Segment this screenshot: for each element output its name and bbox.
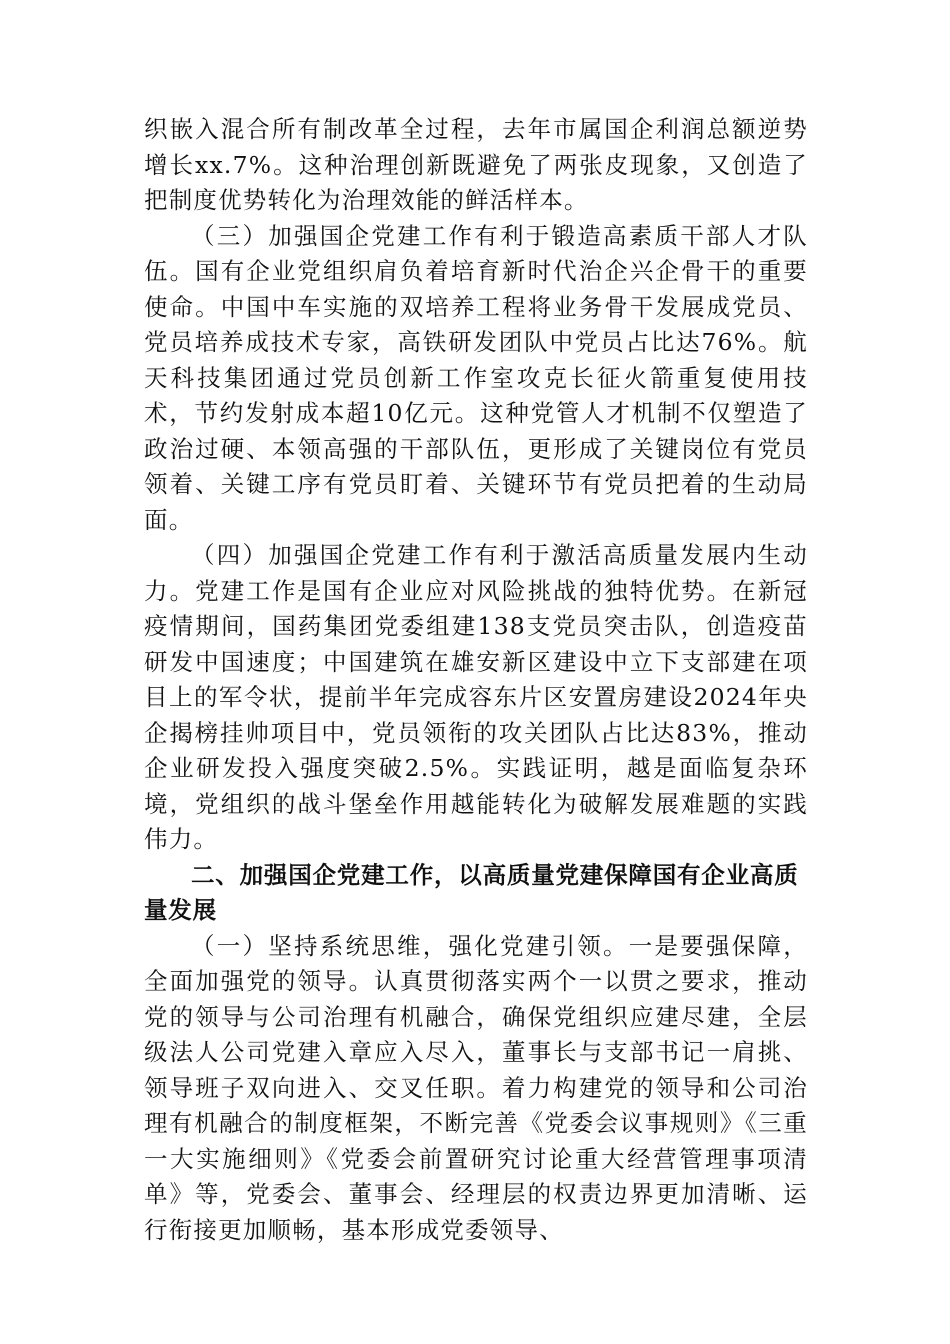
body-paragraph-subsection-1: （一）坚持系统思维，强化党建引领。一是要强保障，全面加强党的领导。认真贯彻落实两个一以贯之要求，推动党的领导与公司治理有机融合，确保党组织应建尽建，全层级法人公司党建入章应入尽入，董事长与支部书记一肩挑、领导班子双向进入、交叉任职。着力构建党的领导和公司治理有机融合的制度框架，不断完善《党委会议事规则》《三重一大实施细则》《党委会前置研究讨论重大经营管理事项清单》等，党委会、董事会、经理层的权责边界更加清晰、运行衔接更加顺畅，基本形成党委领导、 <box>144 931 808 1244</box>
body-paragraph: 织嵌入混合所有制改革全过程，去年市属国企利润总额逆势增长xx.7%。这种治理创新既避免了两张皮现象，又创造了把制度优势转化为治理效能的鲜活样本。 <box>144 115 808 214</box>
section-heading: 二、加强国企党建工作，以高质量党建保障国有企业高质量发展 <box>144 860 799 924</box>
body-paragraph-section-4: （四）加强国企党建工作有利于激活高质量发展内生动力。党建工作是国有企业应对风险挑战的独特优势。在新冠疫情期间，国药集团党委组建138支党员突击队，创造疫苗研发中国速度；中国建筑在雄安新区建设中立下支部建在项目上的军令状，提前半年完成容东片区安置房建设2024年央企揭榜挂帅项目中，党员领衔的攻关团队占比达83%，推动企业研发投入强度突破2.5%。实践证明，越是面临复杂环境，党组织的战斗堡垒作用越能转化为破解发展难题的实践伟力。 <box>144 541 808 853</box>
document-page <box>144 112 808 1248</box>
body-paragraph-section-3: （三）加强国企党建工作有利于锻造高素质干部人才队伍。国有企业党组织肩负着培育新时代治企兴企骨干的重要使命。中国中车实施的双培养工程将业务骨干发展成党员、党员培养成技术专家，高铁研发团队中党员占比达76%。航天科技集团通过党员创新工作室攻克长征火箭重复使用技术，节约发射成本超10亿元。这种党管人才机制不仅塑造了政治过硬、本领高强的干部队伍，更形成了关键岗位有党员领着、关键工序有党员盯着、关键环节有党员把着的生动局面。 <box>144 221 808 534</box>
